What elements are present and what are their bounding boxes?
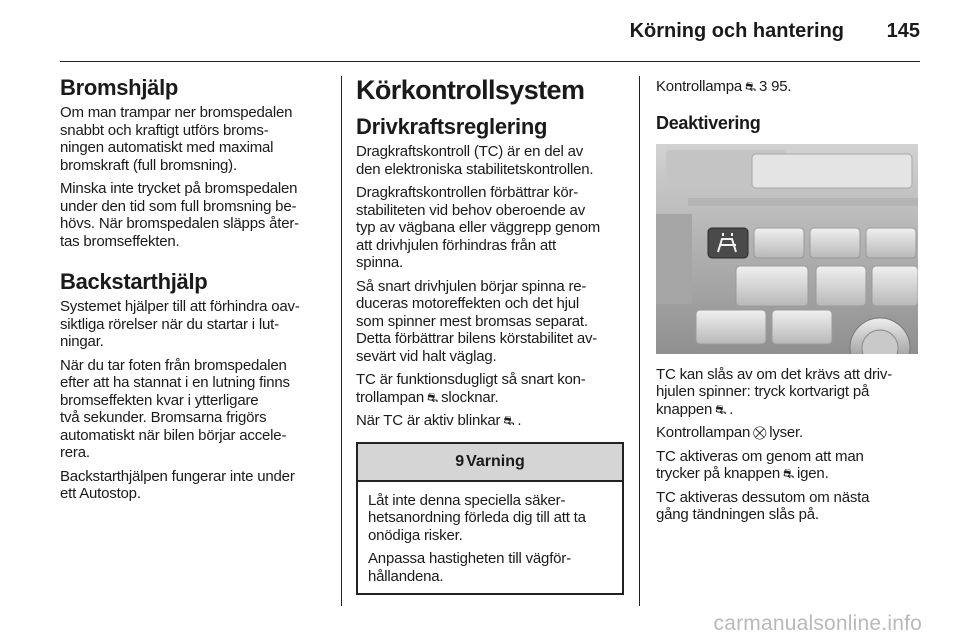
heading-bromshjalp: Bromshjälp: [60, 75, 179, 100]
column-divider: [639, 76, 640, 606]
paragraph: Dragkraftskontroll (TC) är en del av den elektroniska stabilitetskontrollen.: [356, 143, 594, 178]
heading-backstarthjalp: Backstarthjälp: [60, 269, 208, 294]
page-header: [60, 0, 920, 62]
warning-icon: 9: [455, 452, 465, 470]
tc-off-icon: ⛒: [753, 425, 767, 440]
heading-drivkraftsreglering: Drivkraftsreglering: [356, 114, 548, 139]
column-divider: [341, 76, 342, 606]
paragraph: Så snart drivhjulen börjar spinna re- duceras motoreffekten och det hjul som spinner mest bromsas separat. Detta förbättrar bilens körstabilitet av- sevärt vid halt väglag.: [356, 277, 598, 365]
paragraph: TC kan slås av om det krävs att driv- hjulen spinner: tryck kortvarigt på knappen ⛐ .: [656, 365, 893, 418]
paragraph: Om man trampar ner bromspedalen snabbt och kraftigt utförs broms- ningen automatiskt med maximal bromskraft (full bromsning).: [60, 104, 293, 174]
paragraph: TC är funktionsdugligt så snart kon- trollampan ⛐ slocknar.: [356, 371, 586, 406]
tc-icon: ⛐: [427, 389, 439, 405]
page-number: 145: [886, 20, 920, 42]
page-ref-arrow-icon: 3: [759, 78, 768, 95]
paragraph: Kontrollampan ⛒ lyser.: [656, 424, 803, 441]
warning-header: [358, 444, 622, 482]
dashboard-button-photo: [656, 144, 918, 354]
column-left: [60, 74, 324, 503]
cross-reference: Kontrollampa ⛐ 3 95.: [656, 78, 792, 95]
paragraph: Dragkraftskontrollen förbättrar kör- stabiliteten vid behov oberoende av typ av vägbana eller väggrepp genom att drivhjulen förhindras från att spinna.: [356, 184, 601, 271]
tc-icon: ⛐: [782, 466, 795, 481]
paragraph: När du tar foten från bromspedalen efter att ha stannat i en lutning finns bromseffekten kvar i ytterligare två sekunder. Bromsarna frigörs automatiskt när bilen börjar accele- rera.: [60, 356, 290, 461]
watermark: carmanualsonline.info: [713, 612, 922, 635]
paragraph: Backstarthjälpen fungerar inte under ett Autostop.: [60, 467, 295, 502]
paragraph: Minska inte trycket på bromspedalen under den tid som full bromsning be- hövs. När bromspedalen släpps åter- tas bromseffekten.: [60, 180, 299, 250]
paragraph: Systemet hjälper till att förhindra oav- siktliga rörelser när du startar i lut- ningar.: [60, 298, 300, 350]
column-middle: [356, 74, 624, 595]
heading-deaktivering: Deaktivering: [656, 112, 761, 133]
tc-icon: ⛐: [744, 79, 757, 94]
paragraph: TC aktiveras om genom att man trycker på knappen ⛐ igen.: [656, 447, 864, 482]
warning-title: Varning: [466, 452, 525, 470]
paragraph: När TC är aktiv blinkar ⛐ .: [356, 412, 522, 429]
tc-icon: ⛐: [715, 401, 727, 417]
warning-body: [358, 482, 622, 594]
paragraph: Anpassa hastigheten till vägför- hållandena.: [368, 550, 571, 585]
chapter-title: Körkontrollsystem: [356, 75, 585, 105]
warning-box: [356, 442, 624, 596]
page-title: Körning och hantering: [629, 20, 844, 42]
column-right: [656, 74, 922, 524]
paragraph: TC aktiveras dessutom om nästa gång tändningen slås på.: [656, 488, 870, 523]
tc-icon: ⛐: [503, 413, 515, 428]
paragraph: Låt inte denna speciella säker- hetsanordning förleda dig till att ta onödiga risker.: [368, 491, 586, 544]
